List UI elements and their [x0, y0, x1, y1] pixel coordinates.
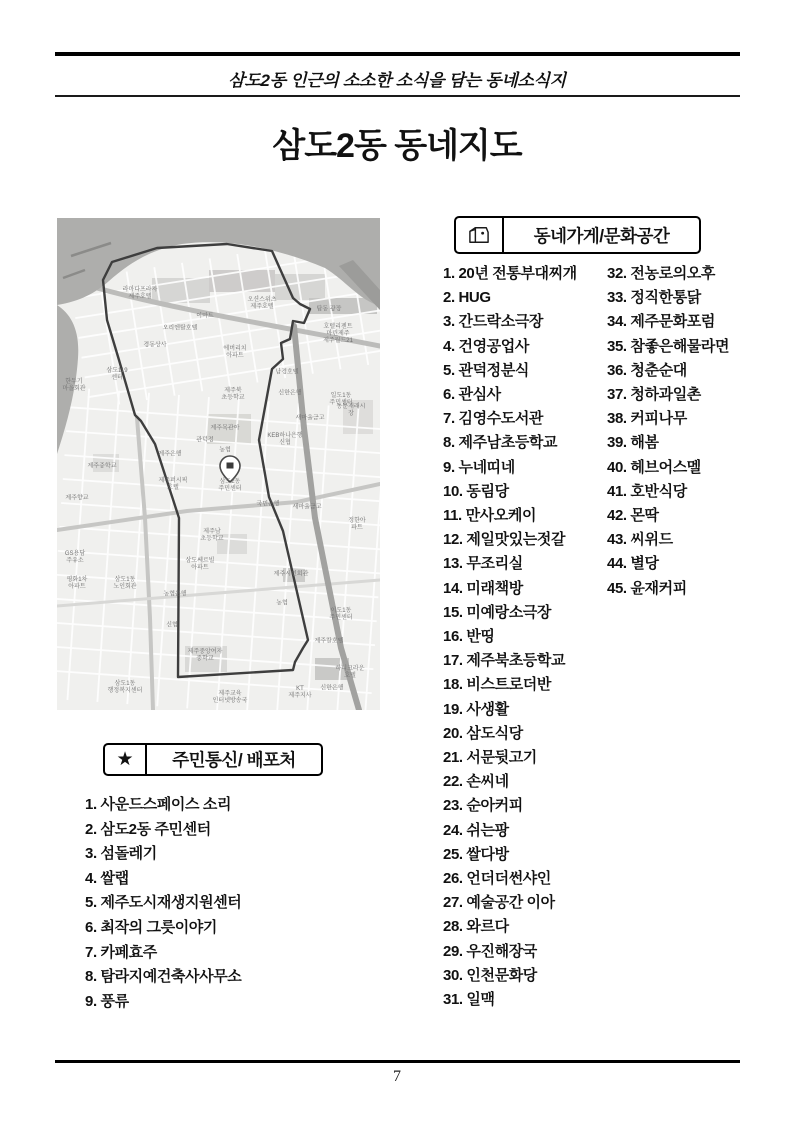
- list-item: 7. 카페효주: [85, 943, 157, 961]
- map-label: 제주퍼시픽 호텔: [158, 477, 188, 491]
- list-item: 14. 미래책방: [443, 579, 523, 597]
- map-label: 동문재래시장: [336, 403, 366, 417]
- list-item: 11. 만사오케이: [443, 507, 537, 525]
- list-item: 27. 예술공간 이아: [443, 894, 555, 912]
- list-item: 5. 제주도시재생지원센터: [85, 894, 242, 912]
- header-tagline: 삼도2동 인근의 소소한 소식을 담는 동네소식지: [228, 71, 566, 90]
- list-item: 39. 해봄: [607, 434, 659, 452]
- map-label: 제주칼호텔: [314, 638, 344, 645]
- list-item: 1. 20년 전통부대찌개: [443, 265, 577, 282]
- list-item: 3. 섬돌레기: [85, 845, 157, 863]
- list-item: 1. 사운드스페이스 소리: [85, 796, 232, 813]
- map-label: 농협은행: [163, 591, 187, 598]
- list-item: 4. 쌀랩: [85, 869, 129, 887]
- list-item: 19. 사생활: [443, 700, 509, 718]
- list-item: 41. 호반식당: [607, 482, 687, 500]
- map-label: 신한은행: [320, 685, 344, 692]
- list-item: 20. 삼도식당: [443, 724, 523, 742]
- list-item: 37. 청하과일촌: [607, 386, 701, 404]
- list-item: 9. 풍류: [85, 992, 129, 1010]
- list-item: 26. 언더더썬샤인: [443, 870, 551, 888]
- map-label: 오션스위츠 제주호텔: [247, 296, 277, 310]
- list-item: 42. 몬딱: [607, 507, 659, 525]
- map-label: 남경호텔: [275, 369, 299, 376]
- header-bottom-rule: [55, 95, 740, 97]
- map-label: 제주교육 인터넷방송국: [212, 690, 248, 704]
- map-label: 새마을금고: [292, 504, 322, 511]
- map-label: 하니크라운 호텔: [335, 665, 365, 679]
- map-label: 평화1차 아파트: [66, 576, 88, 590]
- shops-list-col2: [607, 262, 729, 601]
- list-item: 21. 서문뒷고기: [443, 749, 537, 767]
- map-label: 라마다프라자 제주호텔: [122, 286, 158, 300]
- page-title: 삼도2동 동네지도: [272, 127, 522, 165]
- map-label: 제주중학교: [87, 463, 117, 470]
- map-label: 일도1동 주민센터: [329, 392, 353, 406]
- map-label: 농협: [276, 600, 288, 607]
- list-item: 2. HUG: [443, 289, 491, 307]
- list-item: 15. 미예랑소극장: [443, 603, 551, 621]
- list-item: 45. 윤재커피: [607, 579, 687, 597]
- list-item: 32. 전농로의오후: [607, 265, 715, 282]
- map-label: 에버리치 아파트: [223, 345, 247, 359]
- map-label: 새마을금고: [295, 415, 325, 422]
- map-label: 제주은행: [158, 451, 182, 458]
- list-item: 29. 우진해장국: [443, 942, 537, 960]
- map-label: 삼도1동 노인회관: [113, 576, 137, 590]
- map-label: 제주남 초등학교: [200, 528, 224, 542]
- map-label: 제주중앙여자 중학교: [187, 648, 223, 662]
- list-item: 43. 씨위드: [607, 531, 673, 549]
- neighborhood-map: [57, 218, 380, 710]
- list-item: 44. 별당: [607, 555, 659, 573]
- list-item: 35. 참좋은해물라면: [607, 337, 730, 355]
- list-item: 34. 제주문화포럼: [607, 313, 715, 331]
- map-label: 제주시민회관: [273, 571, 309, 578]
- list-item: 6. 관심사: [443, 386, 501, 404]
- map-label: 오리엔탈호텔: [162, 325, 198, 332]
- map-label: 제주북 초등학교: [221, 387, 245, 401]
- list-item: 36. 청춘순대: [607, 361, 687, 379]
- map-label: 탑동 광장: [316, 306, 342, 313]
- map-label: KEB하나은행 신협: [267, 432, 303, 446]
- map-label: 삼도쎄르빌 아파트: [185, 557, 215, 571]
- shops-list-col1: [443, 262, 577, 1012]
- list-item: 6. 최작의 그릇이야기: [85, 918, 217, 936]
- list-item: 25. 쌀다방: [443, 845, 509, 863]
- list-item: 23. 순아커피: [443, 797, 523, 815]
- map-label: 삼도1동 행정복지센터: [107, 680, 143, 694]
- map-label: 삼도2동 주민센터: [218, 478, 242, 492]
- list-item: 2. 삼도2동 주민센터: [85, 820, 211, 838]
- map-label: KT 제주지사: [288, 685, 312, 699]
- list-item: 10. 동림당: [443, 482, 509, 500]
- list-item: 9. 누네띠네: [443, 458, 515, 476]
- star-icon: ★: [105, 745, 147, 774]
- shops-section-heading-box: [454, 216, 701, 254]
- list-item: 33. 정직한통닭: [607, 289, 701, 307]
- list-item: 5. 관덕정분식: [443, 361, 529, 379]
- list-item: 8. 탐라지예건축사사무소: [85, 968, 242, 986]
- map-label: 신한은행: [278, 390, 302, 397]
- list-item: 4. 건영공업사: [443, 337, 529, 355]
- map-label: 농협: [219, 447, 231, 454]
- list-item: 30. 인천문화당: [443, 966, 537, 984]
- map-label: 경동상사: [143, 342, 167, 349]
- map-label: 신협: [166, 622, 178, 629]
- list-item: 22. 손씨네: [443, 773, 509, 791]
- list-item: 7. 김영수도서관: [443, 410, 544, 428]
- list-item: 3. 간드락소극장: [443, 313, 544, 331]
- distribution-section-title: 주민통신/ 배포처: [172, 750, 296, 770]
- list-item: 17. 제주북초등학교: [443, 652, 566, 670]
- list-item: 12. 제일맛있는젓갈: [443, 531, 566, 549]
- distribution-section-heading-box: [103, 743, 323, 776]
- list-item: 24. 쉬는팡: [443, 821, 509, 839]
- map-label: 제주향교: [65, 495, 89, 502]
- map-graphic: [57, 218, 380, 710]
- map-label: 이마트: [196, 313, 214, 320]
- list-item: 40. 헤브어스멜: [607, 458, 701, 476]
- shop-icon: [456, 218, 504, 252]
- shops-section-title: 동네가게/문화공간: [533, 225, 670, 246]
- map-label: 제주목관아: [210, 425, 240, 432]
- list-item: 8. 제주남초등학교: [443, 434, 558, 452]
- map-label: 삼도119 센터: [106, 367, 128, 381]
- map-label: 국민은행: [256, 501, 280, 508]
- map-label: 이도1동 주민센터: [329, 607, 353, 621]
- list-item: 28. 와르다: [443, 918, 509, 936]
- map-label: 정한아파트: [348, 517, 366, 531]
- list-item: 13. 무조리실: [443, 555, 523, 573]
- list-item: 16. 반띵: [443, 628, 495, 646]
- page-number: 7: [393, 1068, 401, 1085]
- list-item: 18. 비스트로더반: [443, 676, 551, 694]
- map-label: GS용담 주유소: [64, 550, 86, 564]
- distribution-list: [85, 793, 241, 1014]
- map-label: 호텔리젠트 마린제주 제주월드21: [323, 324, 353, 345]
- list-item: 31. 일맥: [443, 991, 495, 1009]
- map-label: 관덕정: [196, 437, 214, 444]
- header-top-rule: [55, 52, 740, 56]
- footer-rule: [55, 1060, 740, 1063]
- list-item: 38. 커피나무: [607, 410, 687, 428]
- map-label: 한두기 마을회관: [62, 378, 86, 392]
